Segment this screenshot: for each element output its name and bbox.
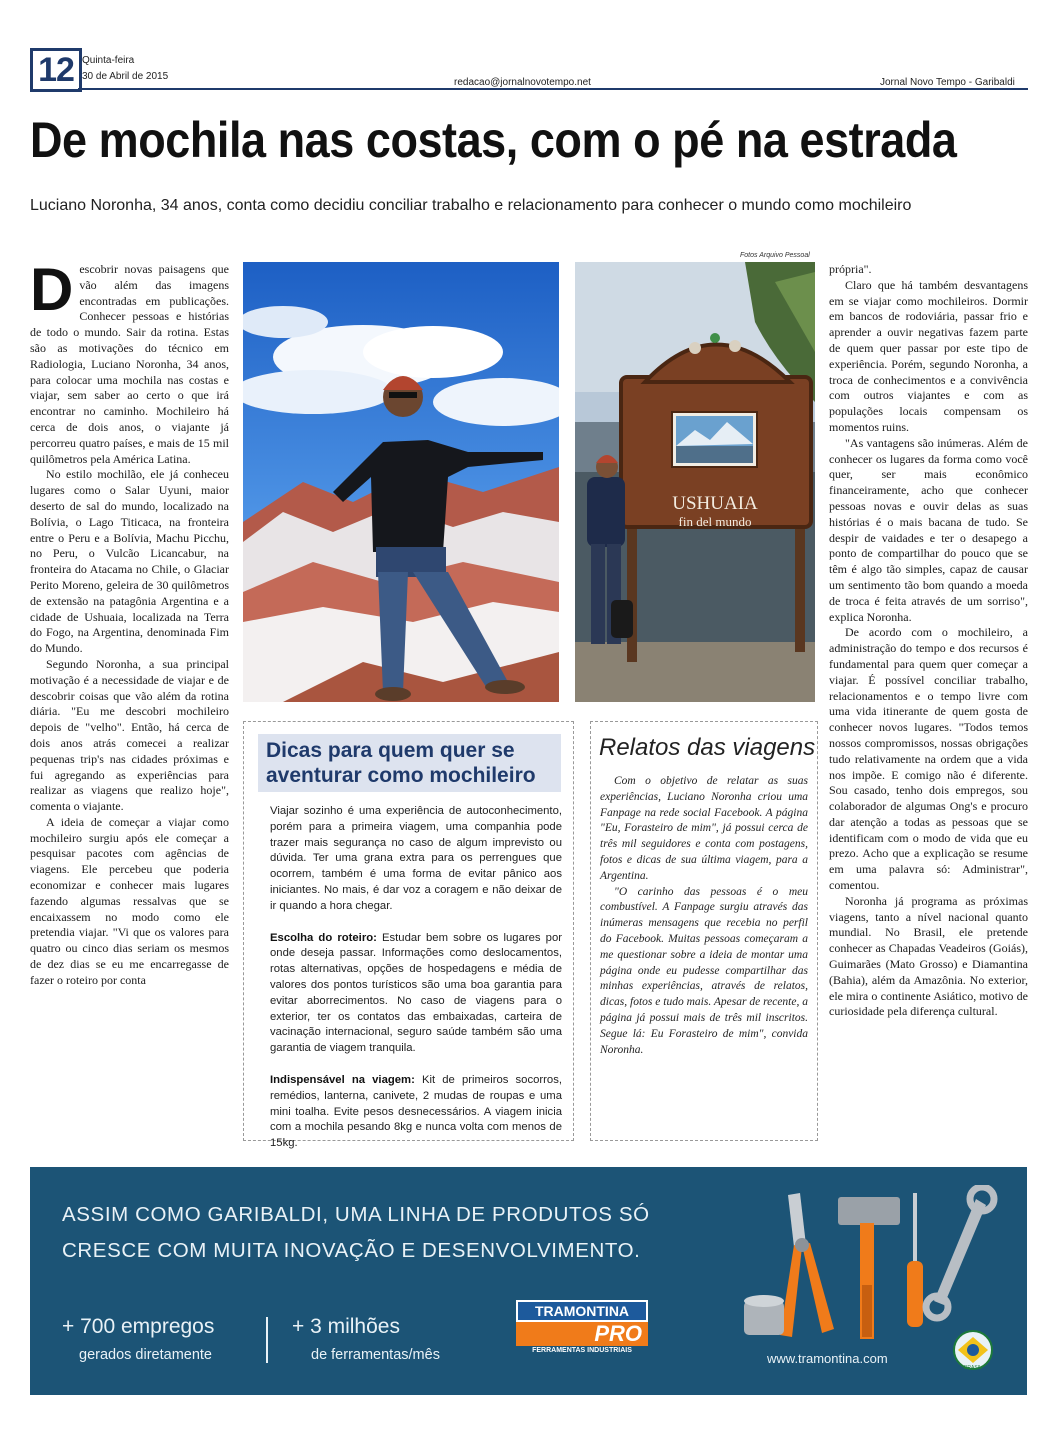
article-paragraph: Descobrir novas paisagens que vão além das imagens encontradas em publicações. Conhecer pessoas e histórias de todo o mundo. Sair da rotina. Estas são as motivações do técnico em Radiologia, Luciano Noronha, 34 anos, para colocar uma mochila nas costas e viajar, sem saber ao certo o que irá encontrar no caminho. Mochileiro há cerca de dois anos, o viajante já percorreu quatro países, e mais de 15 mil quilômetros pela América Latina.	[30, 256, 229, 466]
reports-paragraph: Com o objetivo de relatar as suas experiências, Luciano Noronha criou uma Fanpage na rede social Facebook. A página "Eu, Forasteiro de mim", já possui cerca de três mil seguidores e conta com postagens, fotos e dicas de sua última viagem, para a Argentina.	[600, 775, 808, 882]
brasil-seal-icon	[952, 1329, 994, 1371]
reports-box	[590, 721, 818, 1141]
ad-stat-jobs: + 700 empregos	[62, 1315, 215, 1338]
logo-subtitle: FERRAMENTAS INDUSTRIAIS	[532, 1347, 632, 1354]
reports-paragraph: "O carinho das pessoas é o meu combustível. A Fanpage surgiu através das inúmeras mensagens que recebia no perfil do Facebook. Muitas pessoas começaram a me questionar sobre a ideia de montar uma página onde eu pudesse compartilhar das minhas experiências, através de relatos, dicas, fotos e tudo mais. Apesar de recente, a página já possui mais de três mil inscritos. Segue lá: Eu Forasteiro de mim", convida Noronha.	[600, 885, 808, 1056]
dropcap: D	[30, 256, 74, 323]
photo-credit: Fotos Arquivo Pessoal	[740, 252, 810, 259]
article-subtitle: Luciano Noronha, 34 anos, conta como decidiu conciliar trabalho e relacionamento para conhecer o mundo como mochileiro	[30, 197, 912, 214]
article-column-4	[829, 262, 1028, 1020]
tips-paragraph: Escolha do roteiro: Estudar bem sobre os lugares por onde deseja passar. Informações como deslocamentos, rotas alternativas, opções de hospedagens e média de valores dos pontos turísticos são uma boa garantia para evitar aborrecimentos. No caso de viagens para o exterior, ter os contatos das embaixadas, carteira de vacinação internacional, seguro saúde também são uma garantia de viagem tranquila.	[270, 931, 562, 1055]
sign-text-fin-del-mundo: fin del mundo	[678, 514, 752, 529]
header-email[interactable]: redacao@jornalnovotempo.net	[454, 77, 591, 88]
article-title: De mochila nas costas, com o pé na estrada	[30, 112, 957, 168]
ad-stat-jobs-caption: gerados diretamente	[79, 1347, 212, 1363]
logo-pro: PRO	[516, 1322, 648, 1346]
logo-tramontina: TRAMONTINA	[516, 1300, 648, 1322]
photo-mountain	[243, 262, 559, 702]
article-paragraph: De acordo com o mochileiro, a administração do tempo e dos recursos é fundamental para quem quer começar a viajar. É possível conciliar trabalho, relacionamentos e o tempo livre com uma vida itinerante de quem gosta de conhecer novos lugares. "Todos temos nossos compromissos, nossas obrigações tudo relativamente na ordem que a vida nos impõe. E comigo não é diferente. Sou casado, tenho dois empregos, sou colaborador de algumas Ong's e procuro dar atenção a todas as pessoas que se identificam com o modo de vida que eu prezo. Acho que a explicação se resume em uma palavra só: Administrar", comentou.	[829, 625, 1028, 893]
photo-ushuaia-sign	[575, 262, 815, 702]
article-paragraph: Noronha já programa as próximas viagens, tanto a nível nacional quanto mundial. No Brasil, ele pretende conhecer as Chapadas Veadeiros (Goiás), Guimarães (Mato Grosso) e Diamantina (Bahia), além da Amazônia. No exterior, ele mira o continente Asiático, motivo de curiosidade pela diferença cultural.	[829, 893, 1028, 1019]
tramontina-pro-logo	[516, 1300, 648, 1352]
article-paragraph: Claro que há também desvantagens em se viajar como mochileiros. Dormir em bancos de rodoviária, passar frio e aprender a ouvir negativas fazem parte de quem quer passar por este tipo de experiência. Porém, segundo Noronha, a troca de conhecimentos e a convivência com outros viajantes e com as populações locais compensam os momentos ruins.	[829, 277, 1028, 434]
article-paragraph: Segundo Noronha, a sua principal motivação é a necessidade de viajar e de descobrir coisas que vão além da rotina diária. "Eu me descobri mochileiro depois de "velho". Então, há cerca de dois anos atrás comecei a realizar pequenas trip's nas cidades próximas e fui agregando as experiências para realizar as viagens que realizo hoje", comenta o viajante.	[30, 656, 229, 814]
tips-box-header	[258, 734, 561, 792]
article-paragraph: A ideia de começar a viajar como mochileiro surgiu após ele começar a pesquisar pacotes com agências de viagens. Ele percebeu que poderia economizar e conhecer mais lugares fazendo algumas ressalvas que se encaixassem no modo como ele pretendia viajar. "Vi que os valores para quatro ou cinco dias seriam os mesmos de dez dias se eu me encarregasse de fazer o roteiro por conta	[30, 814, 229, 987]
tramontina-advertisement[interactable]	[30, 1167, 1027, 1395]
tips-box-body	[270, 804, 562, 1168]
reports-box-title: Relatos das viagens	[599, 734, 816, 761]
article-column-1	[30, 256, 229, 989]
sign-text-ushuaia: USHUAIA	[672, 493, 758, 514]
tips-box	[243, 721, 574, 1150]
seal-text: BRASIL	[964, 1365, 982, 1371]
header-paper-name: Jornal Novo Tempo - Garibaldi	[880, 77, 1015, 88]
article-paragraph: própria".	[829, 262, 872, 276]
ad-headline-line-2: CRESCE COM MUITA INOVAÇÃO E DESENVOLVIMENTO.	[62, 1239, 641, 1262]
header-weekday: Quinta-feira	[82, 55, 135, 66]
reports-box-body	[600, 774, 808, 1058]
tips-box-title: Dicas para quem quer se aventurar como mochileiro	[266, 739, 536, 787]
article-paragraph: "As vantagens são inúmeras. Além de conhecer os lugares da forma como você quer, ser mais econômico financeiramente, acho que conhecer pessoas novas e ouvir delas as suas histórias é o mais bacana de tudo. Se despir de vaidades e ter o desapego a ponto de compartilhar do pouco que se têm é algo tão simples, capaz de causar um sentimento tão bom quando a moeda de troca é feita através de um sorriso", explica Noronha.	[829, 435, 1028, 624]
header-rule	[78, 88, 1028, 90]
ad-stat-tools-caption: de ferramentas/mês	[311, 1347, 440, 1363]
tips-paragraph: Viajar sozinho é uma experiência de autoconhecimento, porém para a primeira viagem, uma companhia pode trazer mais segurança no caso de algum imprevisto ou dúvida. Ter uma grana extra para os perrengues que ocorrem, também é uma forma de evitar pânico aos iniciantes. No mais, é dar voz a coragem e não deixar de ir quando a hora chegar.	[270, 805, 562, 912]
ad-headline-line-1: ASSIM COMO GARIBALDI, UMA LINHA DE PRODUTOS SÓ	[62, 1203, 650, 1226]
tips-paragraph: Indispensável na viagem: Kit de primeiros socorros, remédios, lanterna, canivete, 2 mudas de roupas e uma mini toalha. Evite pesos desnecessários. A viagem inicia com a mochila pesando 8kg e nunca volta com menos de 15kg.	[270, 1073, 562, 1150]
page-number: 12	[30, 48, 82, 92]
ad-stat-tools: + 3 milhões	[292, 1315, 400, 1338]
header-date: 30 de Abril de 2015	[82, 71, 169, 82]
ad-url[interactable]: www.tramontina.com	[767, 1351, 888, 1366]
ad-divider	[266, 1317, 268, 1363]
article-paragraph: No estilo mochilão, ele já conheceu lugares como o Salar Uyuni, maior deserto de sal do mundo, localizado na Bolívia, o Lago Titicaca, na fronteira entre o Peru e a Bolívia, Machu Picchu, no Peru, o Vulcão Licancabur, na fronteira do Atacama no Chile, o Glaciar Perito Moreno, geleira de 30 quilômetros de extensão na patagônia Argentina e a cidade de Ushuaia, localizada na Terra do Fogo, na Argentina, denominada Fim do Mundo.	[30, 467, 229, 656]
